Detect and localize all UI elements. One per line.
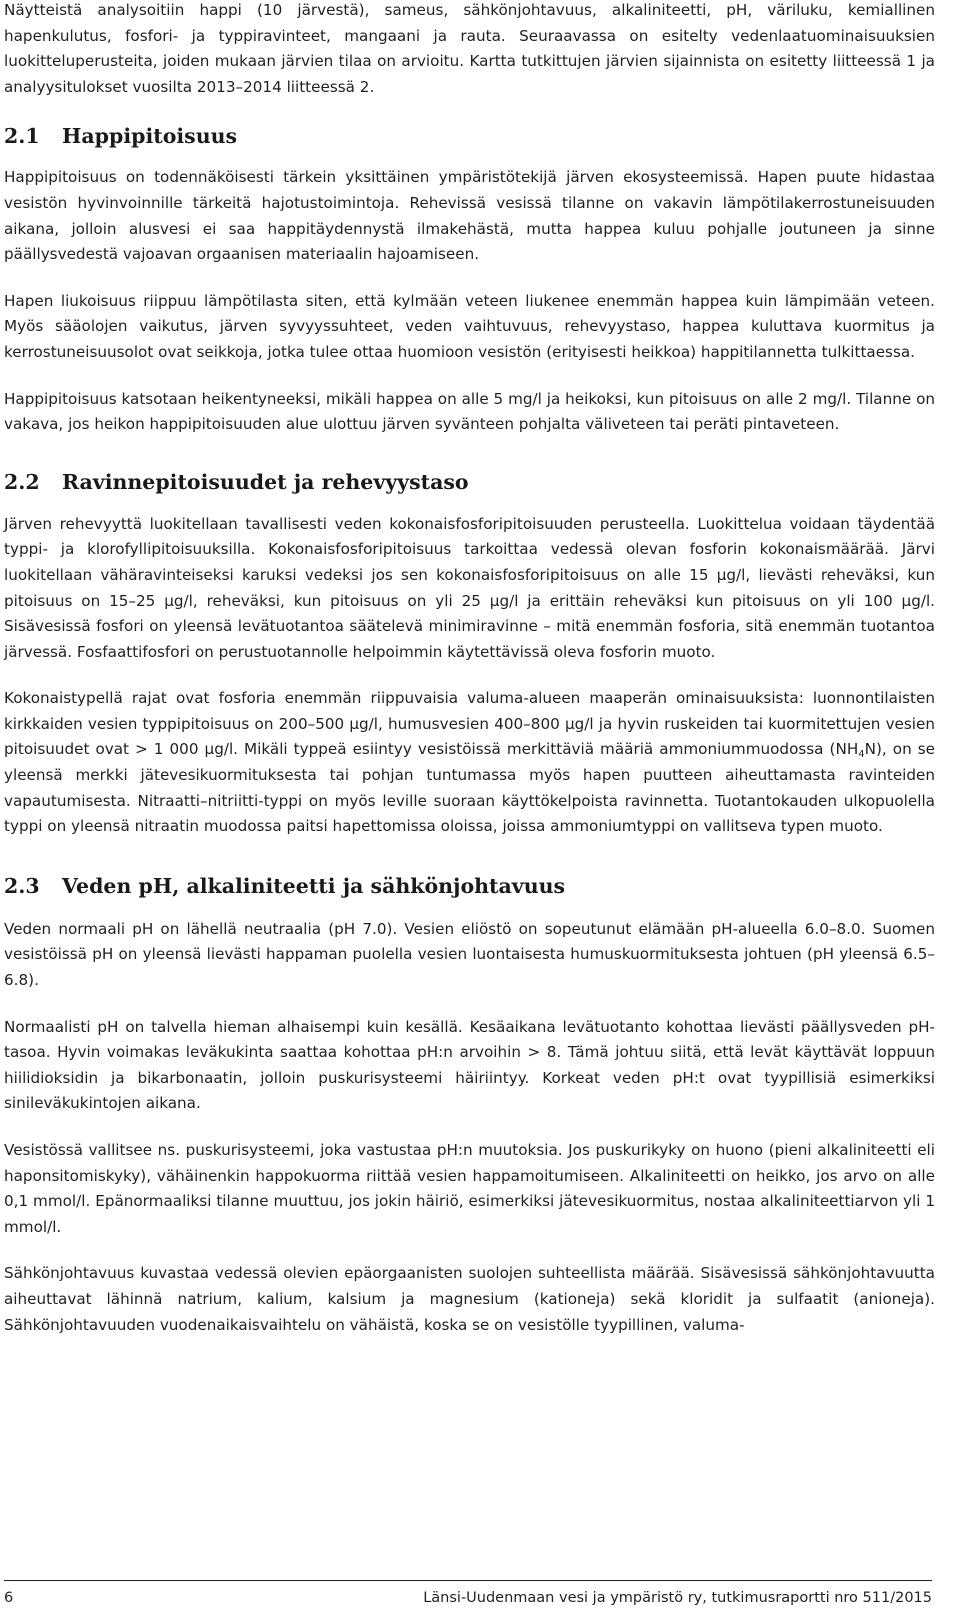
- intro-paragraph: Näytteistä analysoitiin happi (10 järvestä), sameus, sähkönjohtavuus, alkaliniteetti, pH, väriluku, kemiallinen hapenkulutus, fosfori- ja typpiravinteet, mangaani ja rauta. Seuraavassa on esitelty vedenlaatuominaisuuksien luokitteluperusteita, joiden mukaan järvien tilaa on arvioitu. Kartta tutkittujen järvien sijainnista on esitetty liitteessä 1 ja analyysitulokset vuosilta 2013–2014 liitteessä 2.: [4, 1, 935, 96]
- section-heading-happipitoisuus: [4, 120, 935, 152]
- paragraph: Happipitoisuus katsotaan heikentyneeksi, mikäli happea on alle 5 mg/l ja heikoksi, kun pitoisuus on alle 2 mg/l. Tilanne on vakava, jos heikon happipitoisuuden alue ulottuu järven syvänteen pohjalta väliveteen tai peräti pintaveteen.: [4, 389, 935, 434]
- paragraph: Järven rehevyyttä luokitellaan tavallisesti veden kokonaisfosforipitoisuuden perusteella. Luokittelua voidaan täydentää typpi- ja klorofyllipitoisuuksilla. Kokonaisfosforipitoisuus tarkoittaa vedessä olevan fosforin kokonaismäärää. Järvi luokitellaan vähäravinteiseksi karuksi vedeksi jos sen kokonaisfosforipitoisuus on alle 15 µg/l, lievästi reheväksi, kun pitoisuus on 15–25 µg/l, reheväksi, kun pitoisuus on yli 25 µg/l ja erittäin reheväksi kun pitoisuus on yli 100 µg/l. Sisävesissä fosfori on yleensä levätuotantoa säätelevä minimiravinne – mitä enemmän fosforia, sitä enemmän tuotantoa järvessä. Fosfaattifosfori on perustuotannolle helpoimmin käytettävissä oleva fosforin muoto.: [4, 514, 935, 661]
- paragraph: Sähkönjohtavuus kuvastaa vedessä olevien epäorgaanisten suolojen suhteellista määrää. Sisävesissä sähkönjohtavuutta aiheuttavat lähinnä natrium, kalium, kalsium ja magnesium (kationeja) sekä kloridit ja sulfaatit (anioneja). Sähkönjohtavuuden vuodenaikaisvaihtelu on vähäistä, koska se on vesistölle tyypillinen, valuma-: [4, 1264, 935, 1334]
- paragraph: Normaalisti pH on talvella hieman alhaisempi kuin kesällä. Kesäaikana levätuotanto kohottaa lievästi päällysveden pH-tasoa. Hyvin voimakas leväkukinta saattaa kohottaa pH:n arvoihin > 8. Tämä johtuu siitä, että levät käyttävät loppuun hiilidioksidin ja bikarbonaatin, jolloin puskurisysteemi häiriintyy. Korkeat veden pH:t ovat tyypillisiä esimerkiksi sinileväkukintojen aikana.: [4, 1017, 935, 1113]
- section-title: Happipitoisuus: [62, 124, 238, 149]
- section-number: 2.3: [4, 873, 40, 898]
- paragraph: Veden normaali pH on lähellä neutraalia (pH 7.0). Vesien eliöstö on sopeutunut elämään pH-alueella 6.0–8.0. Suomen vesistöissä pH on yleensä lievästi happaman puolella vesien luontaisesta humuskuormituksesta johtuen (pH yleensä 6.5–6.8).: [4, 919, 935, 990]
- subscript: 4: [858, 749, 865, 761]
- publisher-line: Länsi-Uudenmaan vesi ja ympäristö ry, tutkimusraportti nro 511/2015: [423, 1590, 932, 1606]
- footer-divider: [4, 1580, 932, 1581]
- paragraph: [4, 686, 935, 840]
- section-heading-ph-alkaliniteetti: [4, 870, 935, 902]
- paragraph-text: Kokonaistypellä rajat ovat fosforia enemmän riippuvaisia valuma-alueen maaperän ominaisuuksista: luonnontilaisten kirkkaiden vesien typpipitoisuus on 200–500 µg/l, humusvesien 400–800 µg/l ja hyvin ruskeiden tai kuormitettujen vesien pitoisuudet ovat > 1 000 µg/l. Mikäli typpeä esiintyy vesistöissä merkittäviä määriä ammoniummuodossa (NH: [4, 689, 935, 759]
- page-footer: [4, 1588, 932, 1608]
- paragraph: Vesistössä vallitsee ns. puskurisysteemi, joka vastustaa pH:n muutoksia. Jos puskurikyky on huono (pieni alkaliniteetti eli haponsitomiskyky), vähäinenkin happokuorma riittää vesien happamoitumiseen. Alkaliniteetti on heikko, jos arvo on alle 0,1 mmol/l. Epänormaaliksi tilanne muuttuu, jos jokin häiriö, esimerkiksi jätevesikuormitus, nostaa alkaliniteettiarvon yli 1 mmol/l.: [4, 1141, 935, 1236]
- section-heading-ravinnepitoisuudet: [4, 466, 935, 498]
- section-title: Veden pH, alkaliniteetti ja sähkönjohtavuus: [62, 873, 566, 898]
- paragraph-text: N), on se yleensä merkki jätevesikuormituksesta tai pohjan tuntumassa myös hapen puutteen aiheuttamasta ravinteiden vapautumisesta. Nitraatti–nitriitti-typpi on myös leville suoraan käyttökelpoista ravinnetta. Tuotantokauden ulkopuolella typpi on yleensä nitraatin muodossa paitsi hapettomissa oloissa, joissa ammoniumtyppi on vallitseva typen muoto.: [4, 740, 935, 836]
- section-title: Ravinnepitoisuudet ja rehevyystaso: [62, 469, 469, 494]
- section-number: 2.1: [4, 124, 40, 149]
- document-page: [4, 0, 935, 1338]
- paragraph: Happipitoisuus on todennäköisesti tärkein yksittäinen ympäristötekijä järven ekosysteemissä. Hapen puute hidastaa vesistön hyvinvoinnille tärkeitä hajotustoimintoja. Rehevissä vesissä tilanne on vakavin lämpötilakerrostuneisuuden aikana, jolloin alusvesi ei saa happitäydennystä ilmakehästä, mutta happea kuluu pohjalle joutuneen ja sinne päällysvedestä vajoavan orgaanisen materiaalin hajoamiseen.: [4, 168, 935, 264]
- paragraph: Hapen liukoisuus riippuu lämpötilasta siten, että kylmään veteen liukenee enemmän happea kuin lämpimään veteen. Myös sääolojen vaikutus, järven syvyyssuhteet, veden vaihtuvuus, rehevyystaso, happea kuluttava kuormitus ja kerrostuneisuusolot ovat seikkoja, jotka tulee ottaa huomioon vesistön (erityisesti heikkoa) happitilannetta tulkittaessa.: [4, 291, 935, 361]
- section-number: 2.2: [4, 469, 40, 494]
- page-number: 6: [4, 1590, 14, 1606]
